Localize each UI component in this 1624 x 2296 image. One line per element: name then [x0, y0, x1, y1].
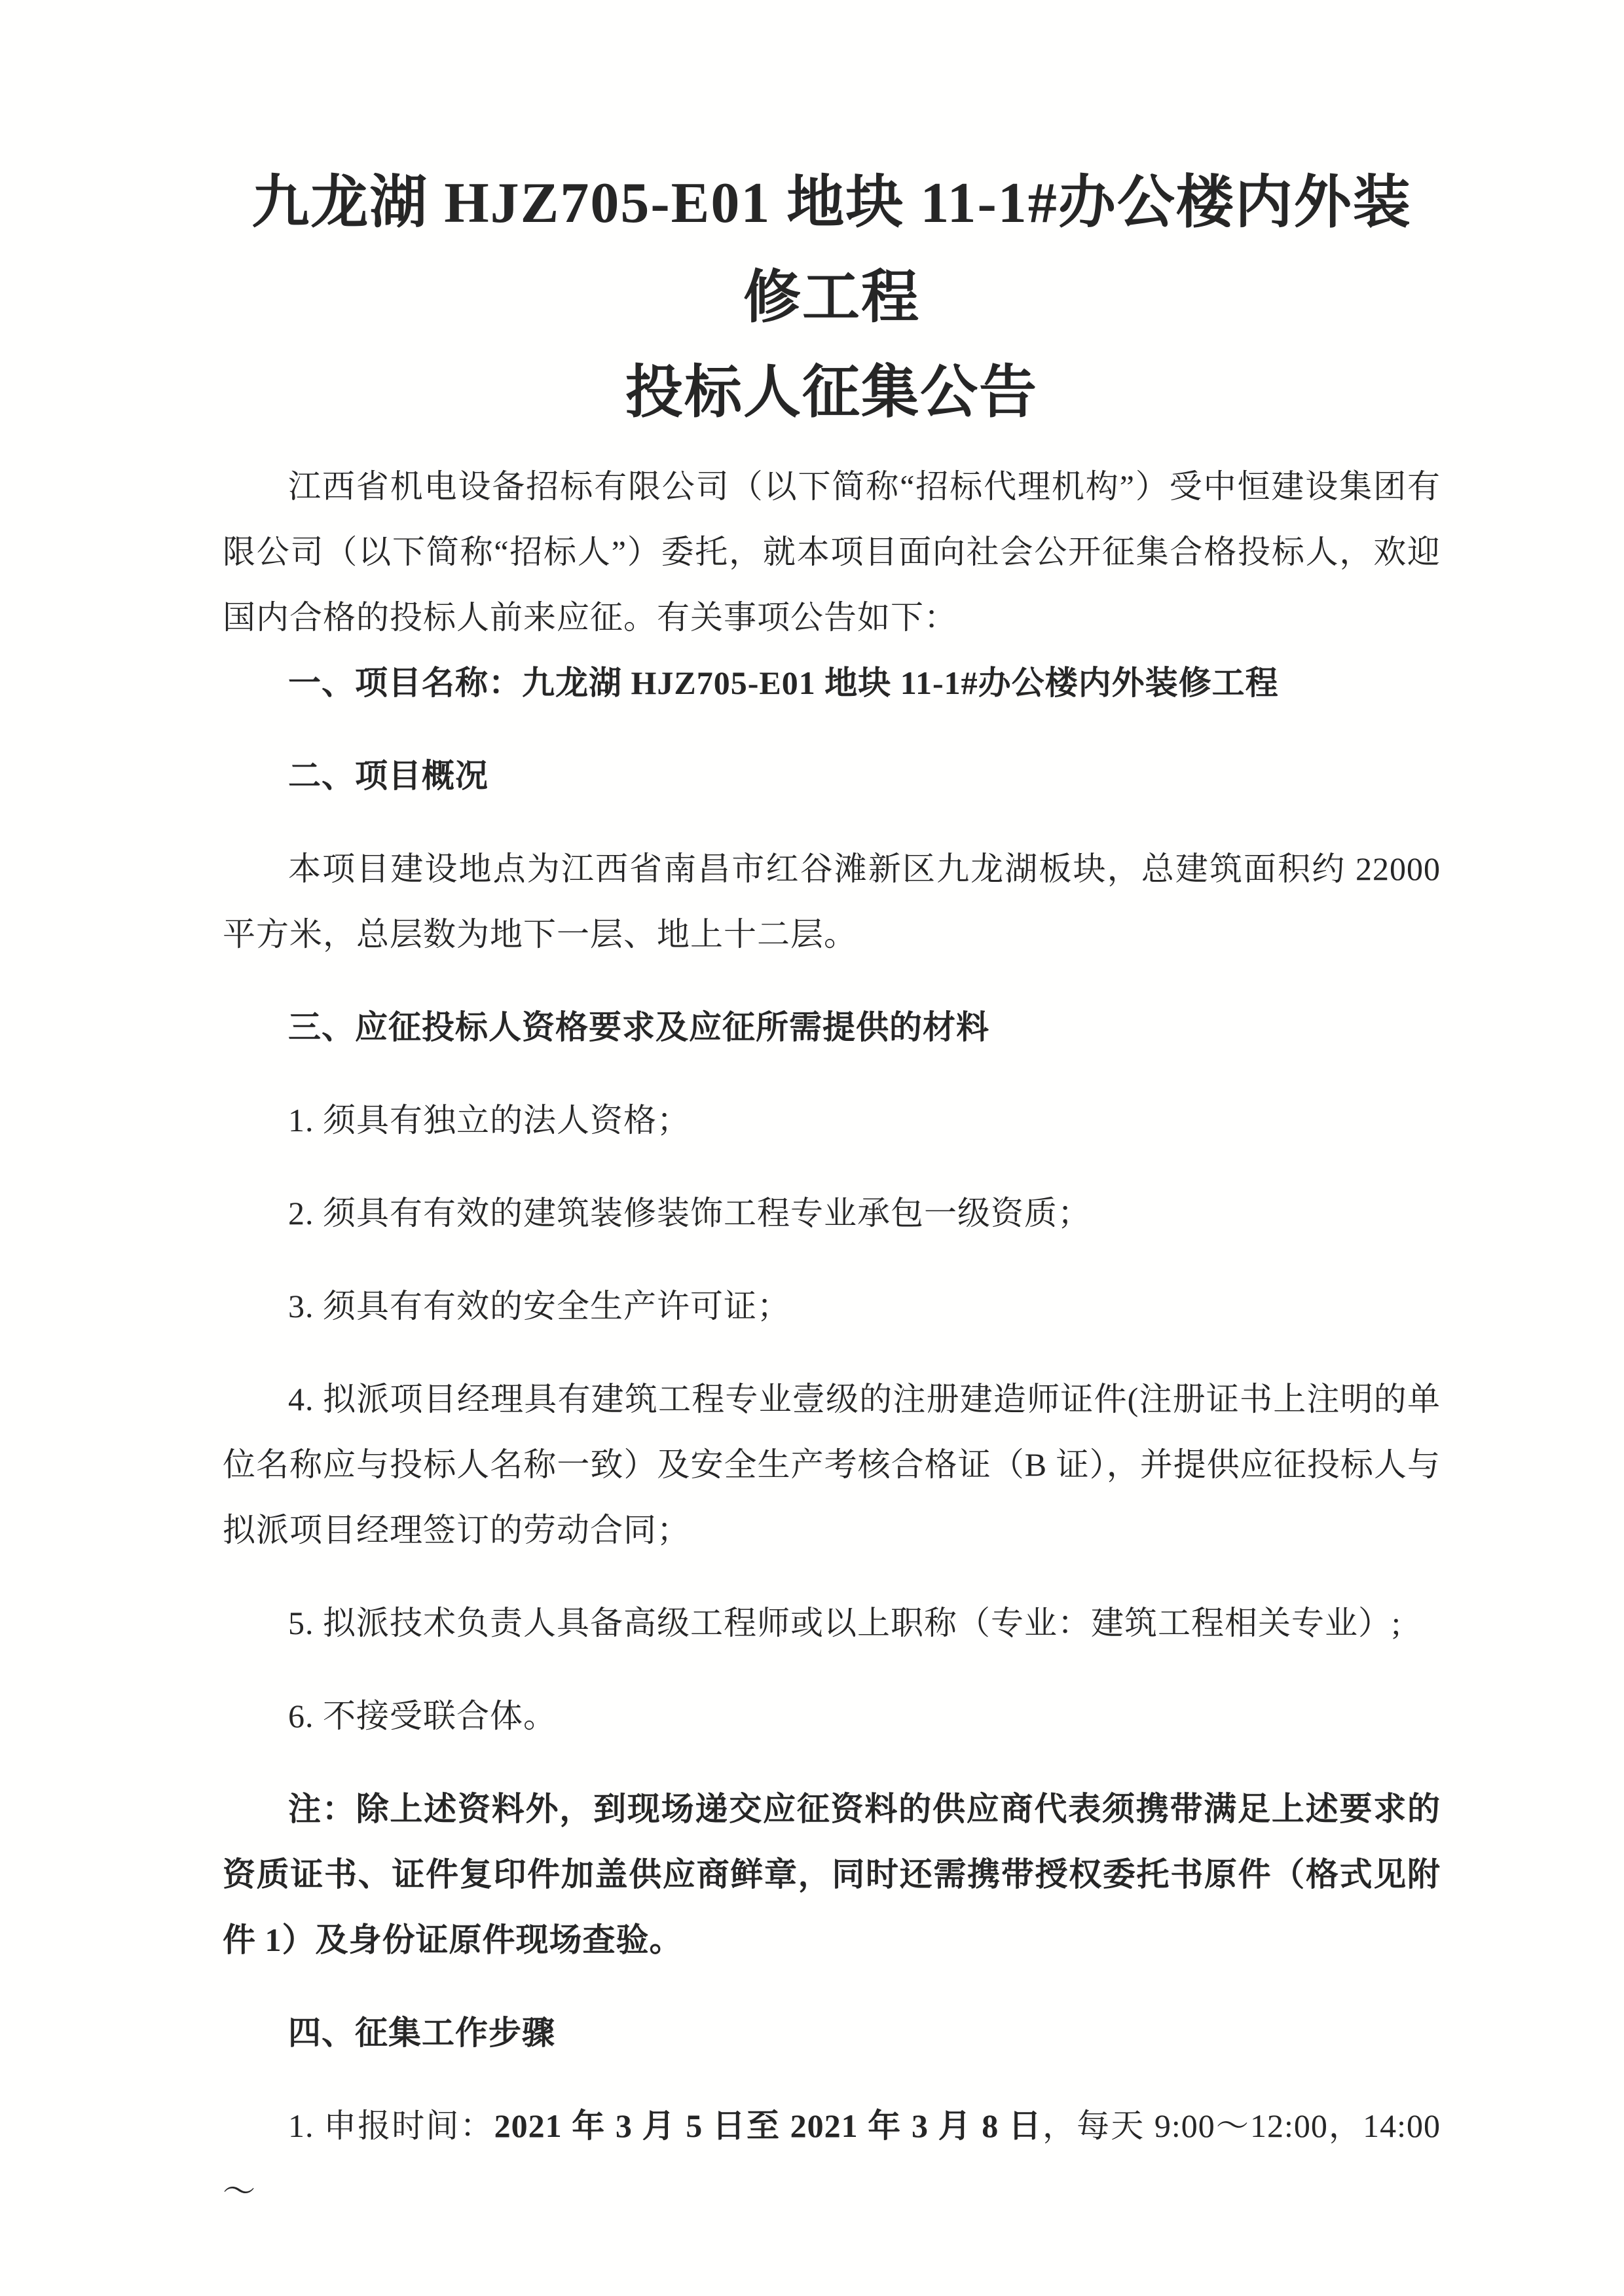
section-4-heading: 四、征集工作步骤: [288, 2014, 555, 2051]
document-title-line-1: 九龙湖 HJZ705-E01 地块 11-1#办公楼内外装修工程: [251, 172, 1412, 330]
step-1-paragraph: [223, 2093, 1441, 2224]
requirement-item-2: 2. 须具有有效的建筑装修装饰工程专业承包一级资质；: [288, 1195, 1091, 1231]
section-1-heading: 一、项目名称：九龙湖 HJZ705-E01 地块 11-1#办公楼内外装修工程: [288, 665, 1279, 701]
requirement-item-3: 3. 须具有有效的安全生产许可证；: [288, 1288, 790, 1324]
step-1-suffix: ，每天 9:00～12:00，14:00～: [223, 2107, 1441, 2210]
intro-paragraph: 江西省机电设备招标有限公司（以下简称“招标代理机构”）受中恒建设集团有限公司（以下简称“招标人”）委托，就本项目面向社会公开征集合格投标人，欢迎国内合格的投标人前来应征。有关事项公告如下：: [223, 468, 1441, 636]
section-3-heading: 三、应征投标人资格要求及应征所需提供的材料: [288, 1009, 989, 1046]
document-title-line-2: 投标人征集公告: [625, 361, 1038, 425]
requirement-item-1: 1. 须具有独立的法人资格；: [288, 1102, 690, 1139]
document-title: [223, 156, 1441, 441]
requirement-item-6: 6. 不接受联合体。: [288, 1698, 557, 1734]
step-1-prefix: 1. 申报时间：: [288, 2107, 494, 2144]
note-paragraph: 注：除上述资料外，到现场递交应征资料的供应商代表须携带满足上述要求的资质证书、证件复印件加盖供应商鲜章，同时还需携带授权委托书原件（格式见附件 1）及身份证原件现场查验。: [223, 1791, 1441, 1958]
section-2-heading: 二、项目概况: [288, 757, 489, 794]
requirement-item-4: 4. 拟派项目经理具有建筑工程专业壹级的注册建造师证件(注册证书上注明的单位名称应与投标人名称一致）及安全生产考核合格证（B 证），并提供应征投标人与拟派项目经理签订的劳动合同；: [223, 1381, 1441, 1548]
requirement-item-5: 5. 拟派技术负责人具备高级工程师或以上职称（专业：建筑工程相关专业）;: [288, 1605, 1401, 1641]
project-overview-paragraph: 本项目建设地点为江西省南昌市红谷滩新区九龙湖板块，总建筑面积约 22000 平方米，总层数为地下一层、地上十二层。: [223, 850, 1441, 953]
step-1-dates: 2021 年 3 月 5 日至 2021 年 3 月 8 日: [494, 2107, 1043, 2144]
